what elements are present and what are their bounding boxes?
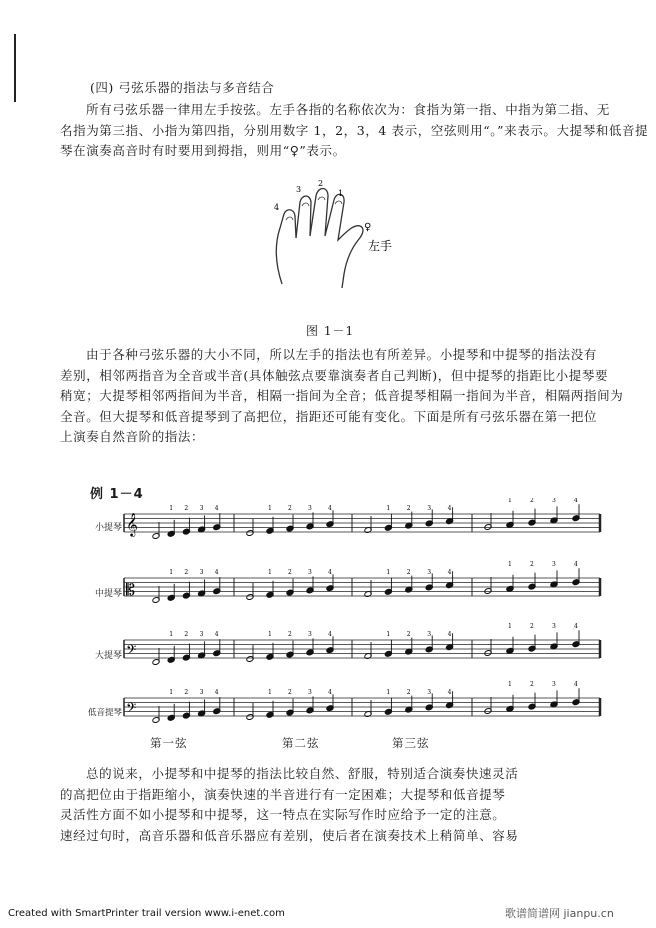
fingering-number: 4: [574, 623, 578, 630]
margin-rule: [14, 34, 16, 102]
fingering-number: 3: [199, 505, 204, 512]
fingering-number: 1: [169, 505, 174, 512]
fingering-number: 2: [406, 631, 411, 638]
fingering-number: 1: [508, 561, 512, 568]
fingering-number: 3: [552, 623, 556, 630]
hand-outline: [276, 189, 363, 289]
music-score: [86, 498, 606, 738]
fingering-number: 2: [288, 505, 292, 512]
instrument-label: 中提琴: [94, 589, 122, 599]
fingering-number: 4: [447, 569, 452, 576]
fingering-number: 4: [447, 689, 452, 696]
fingering-number: 2: [406, 569, 411, 576]
fingering-number: 1: [268, 689, 272, 696]
fingering-number: 2: [184, 631, 189, 638]
instrument-label: 大提琴: [94, 651, 122, 661]
fingering-number: 4: [328, 689, 332, 696]
fingering-number: 3: [552, 498, 556, 504]
fingering-number: 1: [268, 505, 272, 512]
paragraph-line: 琴在演奏高音时有时要用到拇指，则用“♀”表示。: [60, 143, 346, 158]
fingering-number: 2: [184, 505, 189, 512]
paragraph-line: 所有弓弦乐器一律用左手按弦。左手各指的名称依次为：食指为第一指、中指为第二指、无: [86, 102, 611, 117]
fingering-number: 1: [508, 623, 512, 630]
fingering-number: 3: [427, 505, 432, 512]
fingering-number: 1: [508, 498, 512, 504]
fingering-number: 2: [530, 623, 534, 630]
fingering-number: 1: [508, 681, 512, 688]
left-hand-label: 左手: [368, 239, 393, 253]
fingering-number: 4: [328, 569, 332, 576]
paragraph-line: 由于各种弓弦乐器的大小不同，所以左手的指法也有所差异。小提琴和中提琴的指法没有: [86, 347, 597, 362]
paragraph-line: 总的说来，小提琴和中提琴的指法比较自然、舒服，特别适合演奏快速灵活: [86, 766, 519, 781]
finger-number-3: 3: [296, 185, 302, 194]
paragraph-3: [60, 764, 519, 846]
section-heading: (四) 弓弦乐器的指法与多音结合: [90, 80, 275, 95]
fingering-number: 2: [288, 569, 292, 576]
fingering-number: 3: [427, 569, 432, 576]
fingering-number: 4: [574, 561, 578, 568]
fingering-number: 2: [184, 689, 189, 696]
fingering-number: 2: [406, 689, 411, 696]
example-label: 例 1－4: [90, 487, 144, 502]
paragraph-2: [60, 345, 623, 448]
fingering-number: 2: [530, 561, 534, 568]
fingering-number: 4: [214, 631, 219, 638]
fingering-number: 1: [386, 689, 391, 696]
fingering-number: 3: [308, 631, 312, 638]
fingering-number: 2: [530, 681, 534, 688]
clef-symbol: 𝄢: [126, 642, 137, 661]
score-staves: [86, 498, 606, 738]
instrument-label: 低音提琴: [87, 708, 122, 718]
fingering-number: 3: [199, 631, 204, 638]
thumb-symbol: ♀: [364, 222, 372, 233]
fingering-number: 3: [427, 631, 432, 638]
fingering-number: 1: [169, 689, 174, 696]
paragraph-1: [60, 100, 648, 162]
fingering-number: 3: [552, 681, 556, 688]
fingering-number: 4: [214, 505, 219, 512]
fingering-number: 2: [288, 631, 292, 638]
fingering-number: 4: [574, 498, 578, 504]
fingering-number: 4: [574, 681, 578, 688]
string-label-3: 第三弦: [392, 736, 430, 750]
fingering-number: 4: [328, 505, 332, 512]
paragraph-line: 上演奏自然音阶的指法：: [60, 429, 205, 444]
footer-text: Created with SmartPrinter trail version www.i-enet.com: [8, 908, 285, 919]
paragraph-line: 全音。但大提琴和低音提琴到了高把位，指距还可能有变化。下面是所有弓弦乐器在第一把位: [60, 408, 598, 424]
fingering-number: 2: [184, 569, 189, 576]
fingering-number: 4: [328, 631, 332, 638]
paragraph-line: 差别，相邻两指音为全音或半音(具体触弦点要靠演奏者自己判断)，但中提琴的指距比小提琴要: [60, 367, 609, 383]
left-hand-diagram: [262, 176, 394, 294]
fingering-number: 2: [530, 498, 534, 504]
paragraph-line: 灵活性方面不如小提琴和中提琴，这一特点在实际写作时应给予一定的注意。: [60, 807, 506, 822]
watermark: 歌谱简谱网 jianpu.cn: [505, 907, 614, 920]
fingering-number: 1: [268, 631, 272, 638]
clef-symbol: 𝄞: [126, 512, 138, 536]
finger-number-4: 4: [274, 203, 280, 212]
paragraph-line: 的高把位由于指距缩小，演奏快速的半音进行有一定困难；大提琴和低音提琴: [60, 786, 506, 802]
finger-number-2: 2: [318, 179, 324, 188]
instrument-label: 小提琴: [94, 523, 122, 533]
paragraph-line: 速经过句时，高音乐器和低音乐器应有差别，使后者在演奏技术上稍简单、容易: [60, 827, 519, 843]
fingering-number: 3: [308, 505, 312, 512]
figure-caption: 图 1－1: [306, 324, 355, 338]
fingering-number: 1: [169, 569, 174, 576]
fingering-number: 2: [288, 689, 292, 696]
fingering-number: 3: [552, 561, 556, 568]
fingering-number: 1: [169, 631, 174, 638]
string-label-1: 第一弦: [150, 736, 188, 750]
paragraph-line: 稍宽；大提琴相邻两指间为半音，相隔一指间为全音；低音提琴相隔一指间为半音，相隔两指间为: [60, 388, 624, 403]
fingering-number: 3: [199, 569, 204, 576]
clef-symbol: 𝄢: [126, 700, 137, 719]
fingering-number: 4: [447, 631, 452, 638]
fingering-number: 2: [406, 505, 411, 512]
fingering-number: 4: [214, 689, 219, 696]
fingering-number: 1: [386, 631, 391, 638]
fingering-number: 3: [308, 569, 312, 576]
fingering-number: 3: [308, 689, 312, 696]
fingering-number: 1: [268, 569, 272, 576]
clef-symbol: 𝄡: [126, 580, 135, 599]
string-label-2: 第二弦: [282, 736, 320, 750]
finger-number-1: 1: [338, 189, 344, 198]
fingering-number: 1: [386, 569, 391, 576]
fingering-number: 4: [447, 505, 452, 512]
fingering-number: 3: [199, 689, 204, 696]
fingering-number: 4: [214, 569, 219, 576]
fingering-number: 1: [386, 505, 391, 512]
paragraph-line: 名指为第三指、小指为第四指，分别用数字 1，2，3，4 表示，空弦则用“。”来表示。大提琴和低音提: [60, 122, 649, 138]
fingering-number: 3: [427, 689, 432, 696]
